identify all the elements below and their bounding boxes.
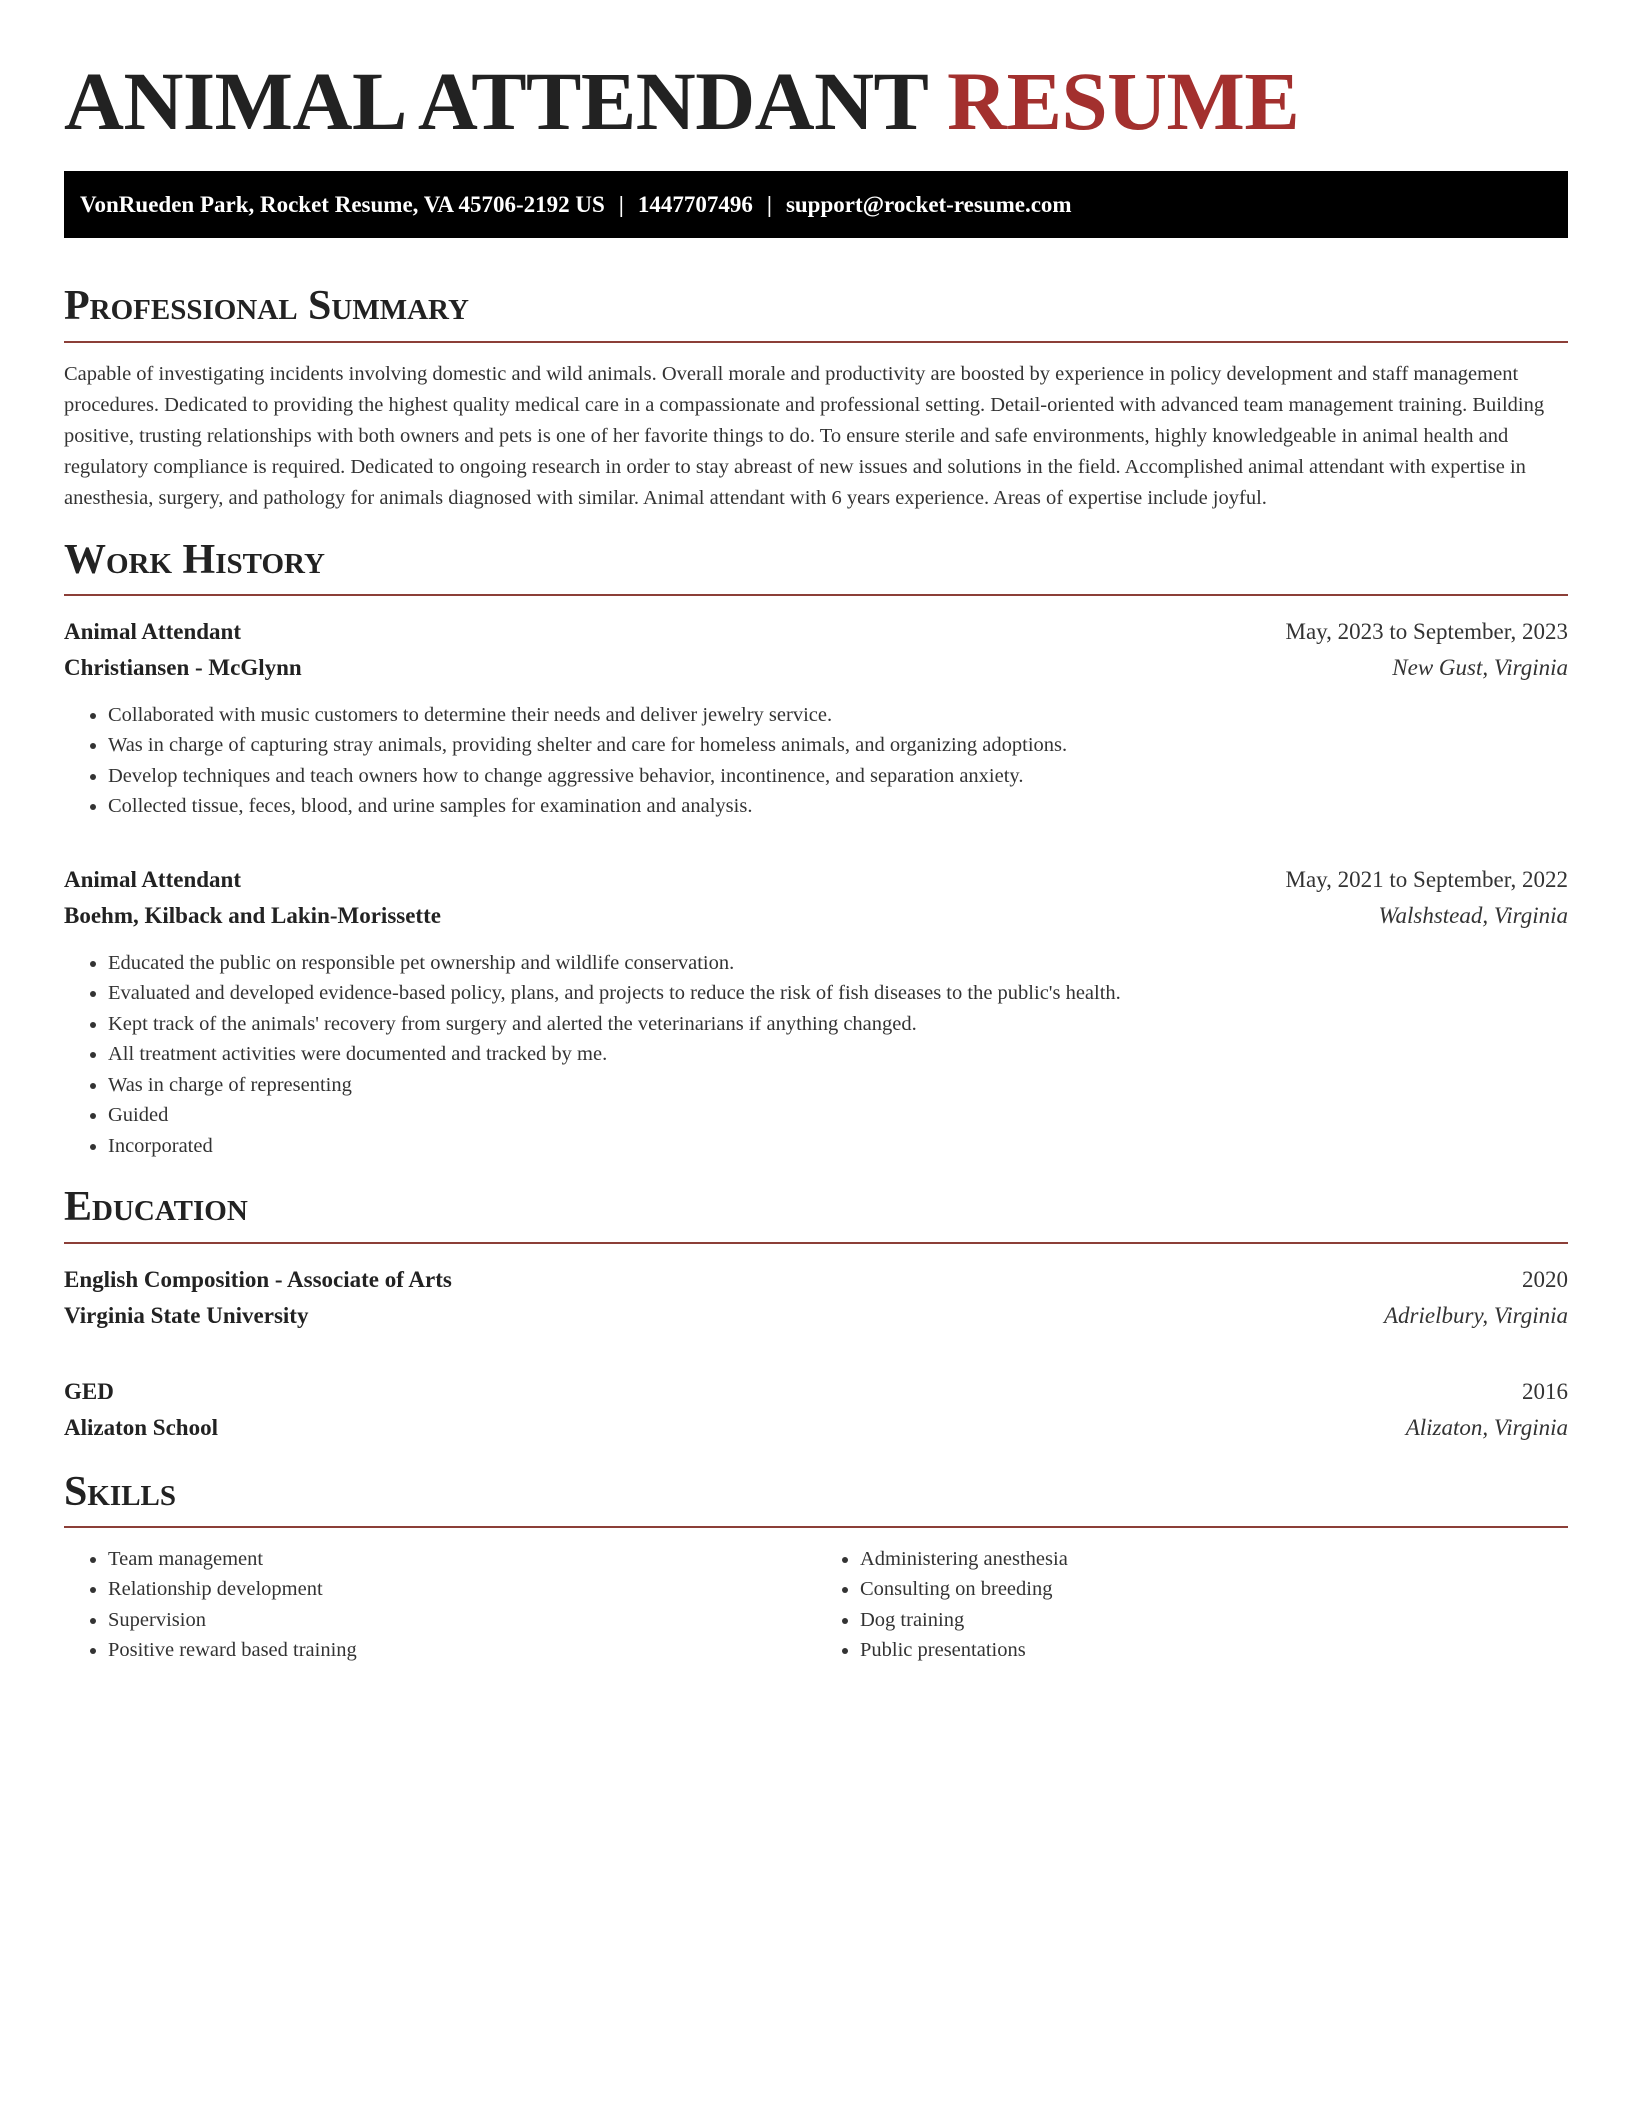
contact-email: support@rocket-resume.com: [785, 191, 1072, 217]
education-degree: English Composition - Associate of Arts: [64, 1266, 452, 1292]
education-entry: [64, 1262, 1568, 1334]
job-duty-item: • Collected tissue, feces, blood, and urine samples for examination and analysis.: [108, 791, 1568, 822]
skills-list-left: [64, 1544, 816, 1666]
skills-section: [64, 1468, 1568, 1666]
resume-title-accent: RESUME: [947, 55, 1300, 147]
job-location: New Gust, Virginia: [1392, 654, 1568, 680]
education-section: [64, 1183, 1568, 1445]
contact-separator: |: [766, 191, 772, 217]
job-duty-item: • Was in charge of representing: [108, 1070, 1568, 1101]
job-location: Walshstead, Virginia: [1378, 902, 1568, 928]
skill-item: • Team management: [108, 1544, 816, 1575]
education-location: Alizaton, Virginia: [1405, 1414, 1568, 1440]
contact-separator: |: [618, 191, 624, 217]
education-year: 2016: [1522, 1378, 1568, 1404]
education-school: Virginia State University: [64, 1302, 309, 1328]
job-company: Boehm, Kilback and Lakin-Morissette: [64, 902, 441, 928]
resume-title-main: ANIMAL ATTENDANT: [64, 55, 927, 147]
skill-item: • Consulting on breeding: [860, 1574, 1568, 1605]
job-duty-item: • Collaborated with music customers to determine their needs and deliver jewelry service.: [108, 700, 1568, 731]
job-dates: May, 2023 to September, 2023: [1285, 618, 1568, 644]
skills-list-right: [816, 1544, 1568, 1666]
job-duty-item: • Develop techniques and teach owners how to change aggressive behavior, incontinence, and separation anxiety.: [108, 761, 1568, 792]
education-heading: Education: [64, 1183, 1568, 1243]
job-entry: [64, 862, 1568, 1162]
education-year: 2020: [1522, 1266, 1568, 1292]
summary-section: [64, 282, 1568, 513]
skill-item: • Administering anesthesia: [860, 1544, 1568, 1575]
skill-item: • Positive reward based training: [108, 1635, 816, 1666]
education-entry: [64, 1374, 1568, 1446]
education-degree: GED: [64, 1378, 114, 1404]
skill-item: • Supervision: [108, 1605, 816, 1636]
contact-bar: [64, 171, 1568, 238]
skills-heading: Skills: [64, 1468, 1568, 1528]
job-duties-list: [64, 948, 1568, 1162]
job-duty-item: • Educated the public on responsible pet ownership and wildlife conservation.: [108, 948, 1568, 979]
skill-item: • Dog training: [860, 1605, 1568, 1636]
education-school: Alizaton School: [64, 1414, 218, 1440]
job-duty-item: • Guided: [108, 1100, 1568, 1131]
job-duty-item: • Evaluated and developed evidence-based policy, plans, and projects to reduce the risk of fish diseases to the public's health.: [108, 978, 1568, 1009]
skills-grid: [64, 1544, 1568, 1666]
job-duty-item: • Was in charge of capturing stray animals, providing shelter and care for homeless animals, and organizing adoptions.: [108, 730, 1568, 761]
contact-phone: 1447707496: [637, 191, 753, 217]
resume-title: [64, 56, 1568, 147]
job-title: Animal Attendant: [64, 618, 241, 644]
job-duties-list: [64, 700, 1568, 822]
job-duty-item: • All treatment activities were documented and tracked by me.: [108, 1039, 1568, 1070]
skill-item: • Public presentations: [860, 1635, 1568, 1666]
summary-text: Capable of investigating incidents involving domestic and wild animals. Overall morale and productivity are boosted by experience in policy development and staff management procedures. Dedicated to providing the highest quality medical care in a compassionate and professional setting. Detail-oriented with advanced team management training. Building positive, trusting relationships with both owners and pets is one of her favorite things to do. To ensure sterile and safe environments, highly knowledgeable in animal health and regulatory compliance is required. Dedicated to ongoing research in order to stay abreast of new issues and solutions in the field. Accomplished animal attendant with expertise in anesthesia, surgery, and pathology for animals diagnosed with similar. Animal attendant with 6 years experience. Areas of expertise include joyful.: [64, 362, 1545, 509]
job-duty-item: • Kept track of the animals' recovery from surgery and alerted the veterinarians if anything changed.: [108, 1009, 1568, 1040]
job-dates: May, 2021 to September, 2022: [1285, 866, 1568, 892]
summary-heading: Professional Summary: [64, 282, 1568, 342]
job-entry: [64, 614, 1568, 822]
skill-item: • Relationship development: [108, 1574, 816, 1605]
contact-address: VonRueden Park, Rocket Resume, VA 45706-2192 US: [80, 191, 605, 217]
work-history-section: [64, 536, 1568, 1162]
job-company: Christiansen - McGlynn: [64, 654, 302, 680]
education-location: Adrielbury, Virginia: [1384, 1302, 1568, 1328]
job-duty-item: • Incorporated: [108, 1131, 1568, 1162]
job-title: Animal Attendant: [64, 866, 241, 892]
work-history-heading: Work History: [64, 536, 1568, 596]
